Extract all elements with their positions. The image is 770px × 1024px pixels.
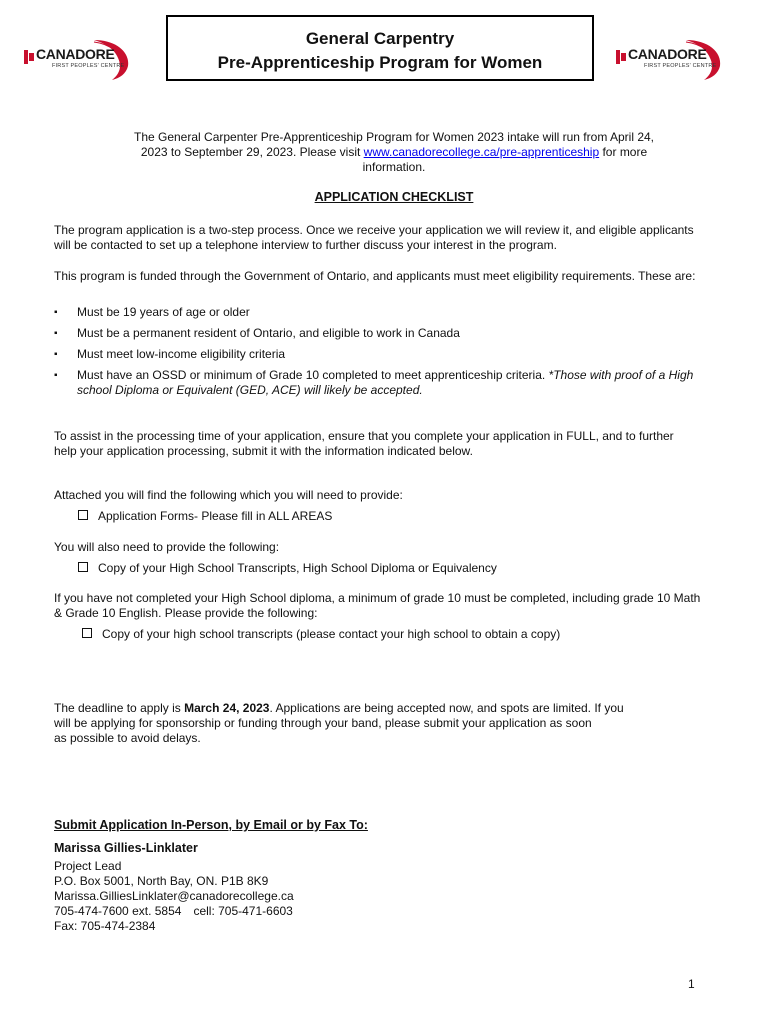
bullet-italic-note: *Those with proof of a High bbox=[548, 368, 694, 382]
attached-intro: Attached you will find the following which you will need to provide: bbox=[54, 488, 403, 502]
checkbox-label: Copy of your High School Transcripts, High School Diploma or Equivalency bbox=[98, 561, 497, 575]
intro-line-1: The General Carpenter Pre-Apprenticeship Program for Women 2023 intake will run from April 24, bbox=[133, 130, 655, 144]
bullet-icon: ▪ bbox=[54, 349, 58, 360]
bullet-text: Must have an OSSD or minimum of Grade 10 completed to meet apprenticeship criteria. bbox=[77, 368, 549, 382]
intro-line-2 bbox=[54, 145, 734, 160]
deadline-line-3: as possible to avoid delays. bbox=[54, 731, 201, 745]
submit-heading bbox=[54, 818, 734, 833]
process-line-1: The program application is a two-step process. Once we receive your application we will review it, and eligible applicants bbox=[54, 223, 694, 237]
checklist-heading bbox=[54, 190, 734, 205]
canadore-logo-right bbox=[616, 36, 728, 82]
checkbox-label: Copy of your high school transcripts (please contact your high school to obtain a copy) bbox=[102, 627, 561, 641]
checkbox-icon[interactable] bbox=[82, 628, 92, 638]
bullet-icon: ▪ bbox=[54, 370, 58, 381]
bullet-item: Must meet low-income eligibility criteria bbox=[77, 347, 286, 361]
bullet-item bbox=[77, 368, 737, 398]
contact-email[interactable]: Marissa.GilliesLinklater@canadorecollege.ca bbox=[54, 889, 294, 903]
checkbox-item bbox=[82, 627, 762, 642]
page-number: 1 bbox=[688, 977, 695, 991]
intro-line-3: information. bbox=[362, 160, 426, 174]
contact-phone[interactable]: 705-474-7600 ext. 5854 bbox=[54, 904, 182, 918]
logo-subtext: FIRST PEOPLES' CENTRE bbox=[52, 63, 125, 69]
deadline-line-2: will be applying for sponsorship or funding through your band, please submit your application as soon bbox=[54, 716, 592, 730]
checkbox-item bbox=[78, 561, 758, 576]
bullet-icon: ▪ bbox=[54, 307, 58, 318]
page-subtitle: Pre-Apprenticeship Program for Women bbox=[217, 53, 543, 72]
logo-mark-icon bbox=[24, 50, 34, 64]
canadore-logo-left bbox=[24, 36, 136, 82]
logo-brand-text: CANADORE bbox=[628, 46, 707, 62]
page-title: General Carpentry bbox=[305, 29, 455, 48]
logo-brand-text: CANADORE bbox=[36, 46, 115, 62]
deadline-text: The deadline to apply is bbox=[54, 701, 185, 715]
title-box bbox=[166, 15, 594, 81]
contact-cell[interactable]: cell: 705-471-6603 bbox=[193, 904, 293, 918]
contact-role: Project Lead bbox=[54, 859, 122, 873]
checkbox-label: Application Forms- Please fill in ALL AREAS bbox=[98, 509, 333, 523]
contact-fax: Fax: 705-474-2384 bbox=[54, 919, 156, 933]
process-paragraph bbox=[54, 223, 734, 253]
assist-line-1: To assist in the processing time of your application, ensure that you complete your application in FULL, and to further bbox=[54, 429, 674, 443]
logo-subtext: FIRST PEOPLES' CENTRE bbox=[644, 63, 717, 69]
intro-paragraph bbox=[54, 130, 734, 175]
funding-paragraph: This program is funded through the Government of Ontario, and applicants must meet eligibility requirements. These are: bbox=[54, 269, 696, 283]
deadline-date: March 24, 2023 bbox=[184, 701, 270, 715]
assist-paragraph bbox=[54, 429, 734, 459]
if-not-line-1: If you have not completed your High School diploma, a minimum of grade 10 must be completed, including grade 10 Math bbox=[54, 591, 701, 605]
deadline-line-1 bbox=[54, 701, 714, 716]
contact-block bbox=[54, 859, 734, 934]
intro-text: 2023 to September 29, 2023. Please visit bbox=[140, 145, 364, 159]
process-line-2: will be contacted to set up a telephone interview to further discuss your interest in the program. bbox=[54, 238, 557, 252]
pre-apprenticeship-link[interactable]: www.canadorecollege.ca/pre-apprenticeship bbox=[363, 145, 600, 159]
if-not-completed-paragraph bbox=[54, 591, 744, 621]
if-not-line-2: & Grade 10 English. Please provide the following: bbox=[54, 606, 318, 620]
bullet-item: Must be a permanent resident of Ontario, and eligible to work in Canada bbox=[77, 326, 460, 340]
checkbox-icon[interactable] bbox=[78, 510, 88, 520]
contact-name: Marissa Gillies-Linklater bbox=[54, 841, 198, 855]
contact-phones bbox=[54, 904, 734, 919]
deadline-text: . Applications are being accepted now, and spots are limited. If you bbox=[269, 701, 624, 715]
checklist-heading-text: APPLICATION CHECKLIST bbox=[314, 190, 474, 204]
also-provide: You will also need to provide the following: bbox=[54, 540, 280, 554]
bullet-item: Must be 19 years of age or older bbox=[77, 305, 250, 319]
assist-line-2: help your application processing, submit it with the information indicated below. bbox=[54, 444, 473, 458]
bullet-icon: ▪ bbox=[54, 328, 58, 339]
bullet-italic-note: school Diploma or Equivalent (GED, ACE) will likely be accepted. bbox=[77, 383, 423, 397]
deadline-paragraph bbox=[54, 701, 714, 746]
checkbox-icon[interactable] bbox=[78, 562, 88, 572]
contact-address: P.O. Box 5001, North Bay, ON. P1B 8K9 bbox=[54, 874, 269, 888]
submit-heading-text: Submit Application In-Person, by Email or by Fax To: bbox=[54, 818, 368, 832]
intro-text: for more bbox=[599, 145, 648, 159]
logo-mark-icon bbox=[616, 50, 626, 64]
checkbox-item bbox=[78, 509, 758, 524]
